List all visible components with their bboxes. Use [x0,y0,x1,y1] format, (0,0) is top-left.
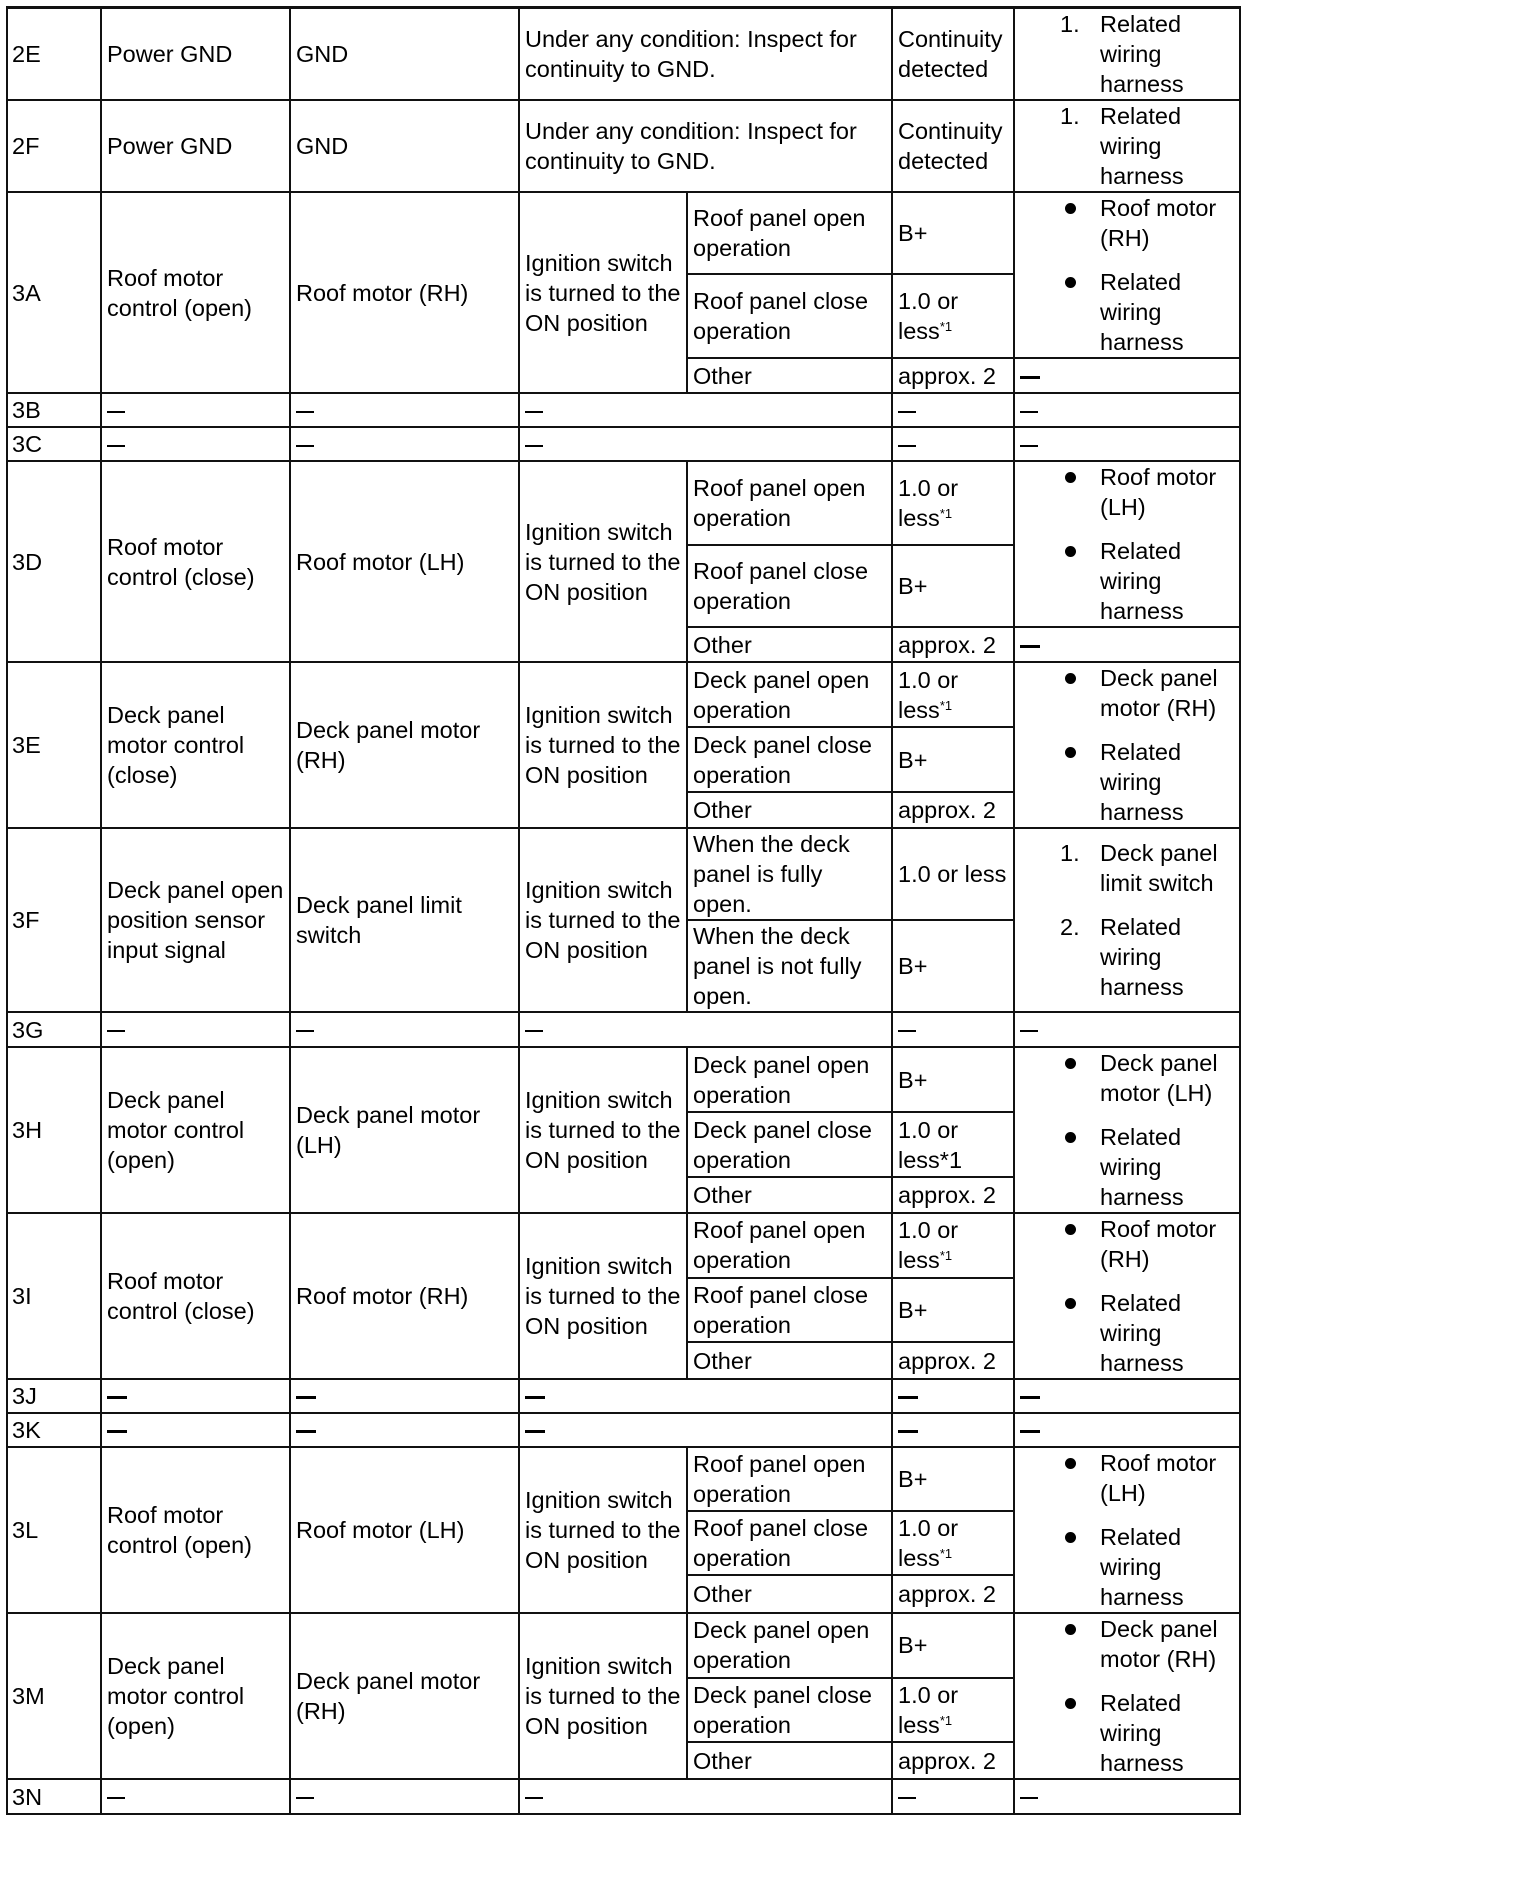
connected-cell: GND [290,8,519,101]
condition-cell: Ignition switch is turned to the ON position [519,1213,687,1379]
signal-cell: Power GND [101,100,290,192]
remarks-cell [1014,358,1240,393]
value-cell [892,1112,1014,1177]
value-cell [892,1012,1014,1047]
remarks-list [1020,101,1234,191]
condition-cell: Ignition switch is turned to the ON position [519,192,687,393]
signal-cell [101,1413,290,1447]
remarks-cell [1014,100,1240,192]
dash-mark [296,1797,314,1799]
dash-mark [898,1396,918,1399]
value-cell [892,1779,1014,1814]
remark-item [1020,101,1234,191]
dash-mark [296,1430,316,1433]
bullet-icon [1065,1298,1076,1309]
dash-mark [1020,376,1040,379]
connected-cell [290,427,519,461]
condition-cell [519,1379,892,1413]
bullet-icon [1065,203,1076,214]
value-text: 1.0 or less [898,1217,959,1274]
bullet-icon [1065,673,1076,684]
remarks-cell [1014,1213,1240,1379]
bullet-icon [1065,1624,1076,1635]
value-text: approx. 2 [898,797,996,824]
remarks-list [1020,1614,1234,1778]
remarks-list [1020,9,1234,99]
remarks-cell [1014,828,1240,1012]
table-row [7,1779,1240,1814]
terminal-cell: 2E [7,8,101,101]
condition-cell: Ignition switch is turned to the ON position [519,662,687,828]
terminal-cell: 3C [7,427,101,461]
value-cell [892,461,1014,545]
value-text: B+ [898,953,928,979]
terminal-cell: 3A [7,192,101,393]
remarks-cell [1014,1613,1240,1779]
terminal-cell: 3E [7,662,101,828]
terminal-cell: 3I [7,1213,101,1379]
remark-item [1020,912,1234,1002]
bullet-icon [1065,1698,1076,1709]
operation-cell: Roof panel open operation [687,1447,892,1511]
remark-number: 1. [1060,103,1080,129]
remark-text: Related wiring harness [1100,1290,1184,1376]
dash-mark [296,445,314,447]
operation-cell: Other [687,1177,892,1213]
condition-cell [519,1012,892,1047]
footnote-marker: *1 [939,697,953,713]
value-cell [892,1177,1014,1213]
condition-cell [519,427,892,461]
connected-cell [290,1012,519,1047]
terminal-cell: 3G [7,1012,101,1047]
value-cell [892,1575,1014,1613]
signal-cell: Roof motor control (close) [101,1213,290,1379]
value-cell [892,1379,1014,1413]
table-row [7,828,1240,920]
signal-cell: Power GND [101,8,290,101]
bullet-icon [1065,1224,1076,1235]
dash-mark [525,1430,545,1433]
remark-text: Related wiring harness [1100,1124,1184,1210]
signal-cell: Deck panel open position sensor input signal [101,828,290,1012]
remark-item [1020,1688,1234,1778]
value-text: approx. 2 [898,362,996,389]
operation-cell: Roof panel close operation [687,274,892,358]
table-row [7,662,1240,727]
dash-mark [107,1396,127,1399]
table-row [7,100,1240,192]
operation-cell: Deck panel open operation [687,662,892,727]
value-text: B+ [898,220,928,247]
bullet-icon [1065,1132,1076,1143]
value-text: 1.0 or less [898,1514,959,1571]
connected-cell [290,1379,519,1413]
remark-text: Related wiring harness [1100,103,1184,189]
connected-cell: Roof motor (LH) [290,1447,519,1613]
terminal-cell: 3N [7,1779,101,1814]
remark-item [1020,1048,1234,1108]
remark-item [1020,663,1234,723]
dash-mark [1020,1030,1038,1032]
table-row [7,461,1240,545]
value-cell [892,427,1014,461]
dash-mark [1020,445,1038,447]
dash-mark [1020,1797,1038,1799]
connected-cell: GND [290,100,519,192]
remark-item [1020,1522,1234,1612]
value-text: 1.0 or less [898,475,959,532]
table-row [7,192,1240,274]
value-text: 1.0 or less [898,1682,959,1739]
table-row [7,1613,1240,1678]
value-cell [892,1742,1014,1779]
value-cell [892,828,1014,920]
operation-cell: Roof panel close operation [687,545,892,627]
operation-cell: Other [687,627,892,662]
value-text: approx. 2 [898,1747,996,1774]
value-cell [892,274,1014,358]
remarks-list [1020,462,1234,626]
dash-mark [107,1430,127,1433]
remarks-cell [1014,1012,1240,1047]
bullet-icon [1065,747,1076,758]
dash-mark [898,445,916,447]
terminal-cell: 3J [7,1379,101,1413]
remarks-cell [1014,427,1240,461]
connected-cell: Deck panel limit switch [290,828,519,1012]
remark-item [1020,536,1234,626]
signal-cell [101,427,290,461]
terminal-cell: 3M [7,1613,101,1779]
dash-mark [1020,1430,1040,1433]
terminal-cell: 3L [7,1447,101,1613]
remarks-cell [1014,1047,1240,1213]
table-row [7,1379,1240,1413]
dash-mark [525,1396,545,1399]
dash-mark [898,411,916,413]
value-text: approx. 2 [898,1347,996,1374]
dash-mark [1020,411,1038,413]
operation-cell: Other [687,358,892,393]
bullet-icon [1065,277,1076,288]
bullet-icon [1065,472,1076,483]
dash-mark [107,411,125,413]
operation-cell: Other [687,1575,892,1613]
remarks-list [1020,838,1234,1002]
remark-text: Related wiring harness [1100,1690,1184,1776]
remark-number: 1. [1060,840,1080,866]
terminal-cell: 3D [7,461,101,662]
value-text: approx. 2 [898,1580,996,1607]
value-cell [892,545,1014,627]
operation-cell: Deck panel close operation [687,727,892,792]
remarks-list [1020,1448,1234,1612]
dash-mark [107,1030,125,1032]
dash-mark [296,1030,314,1032]
condition-cell [519,1779,892,1814]
value-cell [892,920,1014,1012]
dash-mark [107,1797,125,1799]
value-text: 1.0 or less*1 [898,1116,963,1173]
remark-number: 1. [1060,11,1080,37]
footnote-marker: *1 [939,1713,953,1729]
value-cell [892,1413,1014,1447]
dash-mark [107,445,125,447]
value-cell: Continuity detected [892,100,1014,192]
operation-cell: When the deck panel is fully open. [687,828,892,920]
table-row [7,1413,1240,1447]
value-cell: Continuity detected [892,8,1014,101]
remark-item [1020,9,1234,99]
remark-item [1020,1122,1234,1212]
connected-cell: Deck panel motor (RH) [290,1613,519,1779]
connected-cell [290,393,519,427]
remarks-cell [1014,1413,1240,1447]
value-cell [892,1047,1014,1112]
remarks-cell [1014,627,1240,662]
value-cell [892,1678,1014,1743]
remarks-cell [1014,192,1240,358]
dash-mark [898,1430,918,1433]
remark-item [1020,737,1234,827]
remark-text: Roof motor (LH) [1100,464,1217,520]
dash-mark [898,1797,916,1799]
dash-mark [525,445,543,447]
value-text: approx. 2 [898,1182,996,1209]
condition-cell: Ignition switch is turned to the ON position [519,461,687,662]
operation-cell: Roof panel close operation [687,1278,892,1343]
condition-cell: Under any condition: Inspect for continuity to GND. [519,8,892,101]
bullet-icon [1065,1058,1076,1069]
operation-cell: Deck panel open operation [687,1047,892,1112]
connected-cell: Roof motor (LH) [290,461,519,662]
remark-item [1020,462,1234,522]
dash-mark [296,411,314,413]
value-cell [892,1613,1014,1678]
terminal-cell: 3F [7,828,101,1012]
remarks-cell [1014,8,1240,101]
remark-text: Deck panel motor (LH) [1100,1050,1218,1106]
dash-mark [525,411,543,413]
remarks-list [1020,663,1234,827]
value-cell [892,727,1014,792]
remark-text: Deck panel limit switch [1100,840,1218,896]
value-cell [892,393,1014,427]
signal-cell [101,1012,290,1047]
connected-cell: Roof motor (RH) [290,1213,519,1379]
table-row [7,1447,1240,1511]
remarks-cell [1014,1379,1240,1413]
bullet-icon [1065,1458,1076,1469]
remarks-list [1020,193,1234,357]
footnote-marker: *1 [939,1248,953,1264]
remark-item [1020,1614,1234,1674]
footnote-marker: *1 [939,1545,953,1561]
operation-cell: Other [687,792,892,828]
table-row [7,427,1240,461]
dash-mark [1020,1396,1040,1399]
dash-mark [898,1030,916,1032]
condition-cell: Under any condition: Inspect for continuity to GND. [519,100,892,192]
value-text: 1.0 or less [898,861,1007,887]
value-cell [892,192,1014,274]
remarks-list [1020,1048,1234,1212]
remark-text: Related wiring harness [1100,538,1184,624]
remark-text: Deck panel motor (RH) [1100,665,1218,721]
remark-item [1020,1448,1234,1508]
remarks-cell [1014,393,1240,427]
terminal-cell: 2F [7,100,101,192]
condition-cell [519,1413,892,1447]
remark-text: Related wiring harness [1100,914,1184,1000]
value-cell [892,1447,1014,1511]
remark-text: Related wiring harness [1100,1524,1184,1610]
condition-cell: Ignition switch is turned to the ON position [519,1047,687,1213]
terminal-inspection-table [6,6,1241,1815]
remark-item [1020,838,1234,898]
remark-text: Roof motor (RH) [1100,1216,1217,1272]
value-text: B+ [898,1632,928,1659]
operation-cell: Deck panel close operation [687,1678,892,1743]
condition-cell: Ignition switch is turned to the ON position [519,1447,687,1613]
value-cell [892,1511,1014,1575]
condition-cell [519,393,892,427]
dash-mark [525,1797,543,1799]
condition-cell: Ignition switch is turned to the ON position [519,1613,687,1779]
value-text: 1.0 or less [898,666,959,723]
signal-cell: Deck panel motor control (close) [101,662,290,828]
value-cell [892,662,1014,727]
operation-cell: Deck panel close operation [687,1112,892,1177]
value-cell [892,627,1014,662]
table-row [7,393,1240,427]
remark-text: Related wiring harness [1100,739,1184,825]
footnote-marker: *1 [939,506,953,522]
condition-cell: Ignition switch is turned to the ON position [519,828,687,1012]
remark-number: 2. [1060,914,1080,940]
remark-item [1020,267,1234,357]
signal-cell: Roof motor control (open) [101,1447,290,1613]
operation-cell: Roof panel close operation [687,1511,892,1575]
remark-text: Deck panel motor (RH) [1100,1616,1218,1672]
bullet-icon [1065,546,1076,557]
operation-cell: Roof panel open operation [687,192,892,274]
remarks-list [1020,1214,1234,1378]
operation-cell: Roof panel open operation [687,461,892,545]
value-text: approx. 2 [898,631,996,658]
value-text: B+ [898,746,928,773]
value-cell [892,1342,1014,1379]
signal-cell [101,1779,290,1814]
signal-cell: Roof motor control (open) [101,192,290,393]
signal-cell [101,1379,290,1413]
table-row [7,1213,1240,1278]
table-row [7,1047,1240,1112]
remark-text: Related wiring harness [1100,269,1184,355]
operation-cell: Other [687,1342,892,1379]
connected-cell: Roof motor (RH) [290,192,519,393]
value-text: B+ [898,573,928,600]
remarks-cell [1014,662,1240,828]
remark-item [1020,1214,1234,1274]
dash-mark [1020,645,1040,648]
dash-mark [525,1030,543,1032]
value-cell [892,792,1014,828]
operation-cell: Roof panel open operation [687,1213,892,1278]
remarks-cell [1014,1447,1240,1613]
signal-cell [101,393,290,427]
connected-cell: Deck panel motor (RH) [290,662,519,828]
table-row [7,1012,1240,1047]
operation-cell: When the deck panel is not fully open. [687,920,892,1012]
value-text: B+ [898,1297,928,1324]
remark-item [1020,193,1234,253]
remark-text: Roof motor (RH) [1100,195,1217,251]
bullet-icon [1065,1532,1076,1543]
remark-text: Related wiring harness [1100,11,1184,97]
remarks-cell [1014,461,1240,627]
signal-cell: Deck panel motor control (open) [101,1613,290,1779]
table-row [7,8,1240,101]
operation-cell: Other [687,1742,892,1779]
value-cell [892,1278,1014,1343]
remark-text: Roof motor (LH) [1100,1450,1217,1506]
terminal-cell: 3K [7,1413,101,1447]
value-text: B+ [898,1066,928,1093]
value-cell [892,358,1014,393]
value-text: 1.0 or less [898,288,959,345]
terminal-cell: 3B [7,393,101,427]
connected-cell [290,1779,519,1814]
connected-cell [290,1413,519,1447]
terminal-cell: 3H [7,1047,101,1213]
remarks-cell [1014,1779,1240,1814]
connected-cell: Deck panel motor (LH) [290,1047,519,1213]
value-cell [892,1213,1014,1278]
signal-cell: Deck panel motor control (open) [101,1047,290,1213]
footnote-marker: *1 [939,319,953,335]
dash-mark [296,1396,316,1399]
signal-cell: Roof motor control (close) [101,461,290,662]
operation-cell: Deck panel open operation [687,1613,892,1678]
value-text: B+ [898,1465,928,1492]
remark-item [1020,1288,1234,1378]
